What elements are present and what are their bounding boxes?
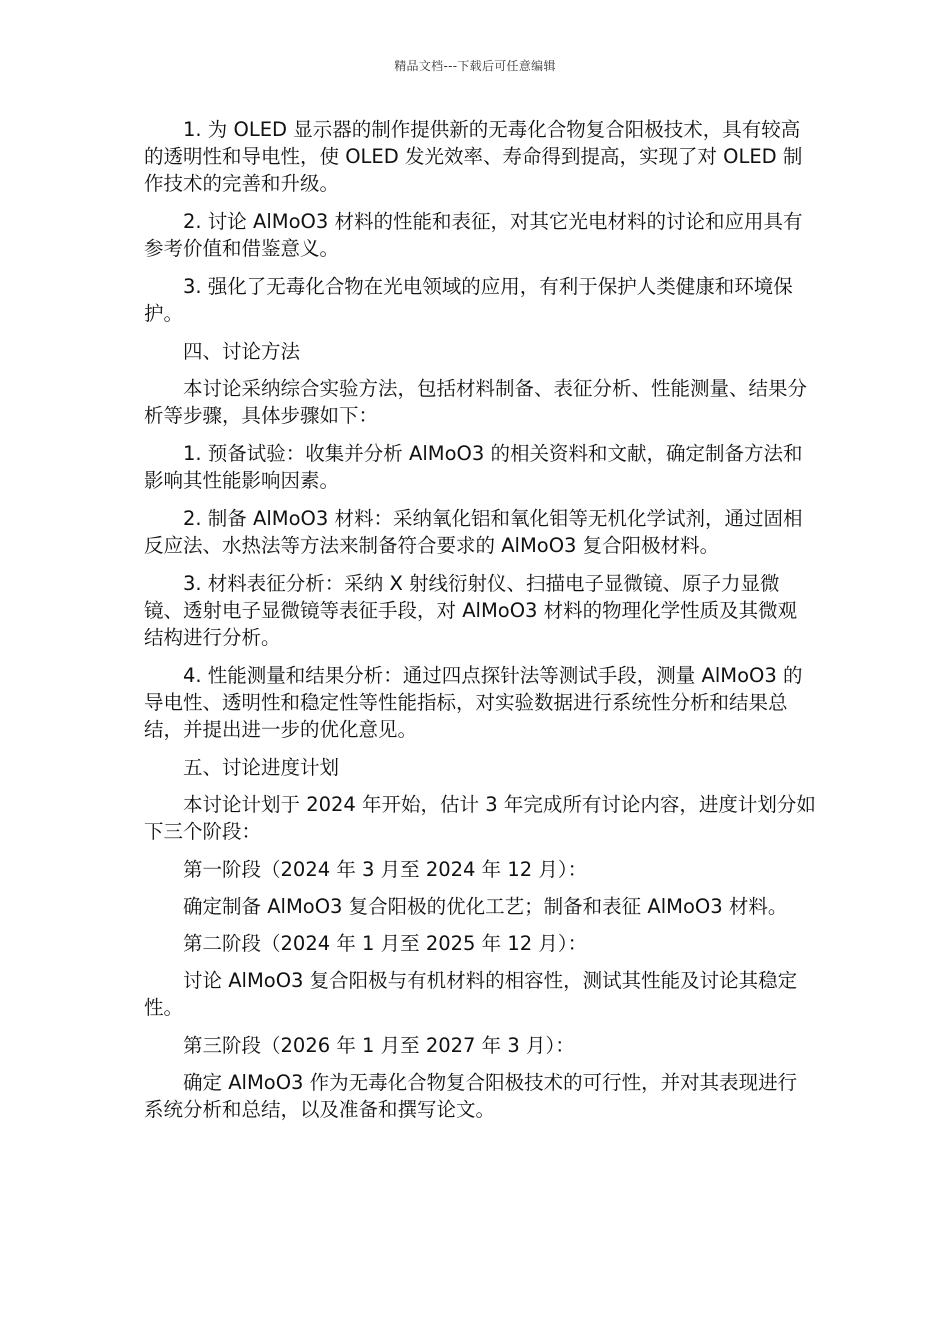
paragraph-significance-3: 3. 强化了无毒化合物在光电领域的应用，有利于保护人类健康和环境保护。: [144, 275, 793, 325]
stage-3-description: 确定 AlMoO3 作为无毒化合物复合阳极技术的可行性，并对其表现进行系统分析和总结，以及准备和撰写论文。: [144, 1071, 798, 1121]
stage-2-heading: 第二阶段（2024 年 1 月至 2025 年 12 月）：: [183, 932, 588, 955]
paragraph-method-step-3: 3. 材料表征分析：采纳 X 射线衍射仪、扫描电子显微镜、原子力显微镜、透射电子显微镜等表征手段，对 AlMoO3 材料的物理化学性质及其微观结构进行分析。: [144, 572, 798, 649]
section-heading-schedule: 五、讨论进度计划: [183, 756, 340, 779]
stage-1-description: 确定制备 AlMoO3 复合阳极的优化工艺；制备和表征 AlMoO3 材料。: [183, 895, 788, 918]
section-heading-methods: 四、讨论方法: [183, 340, 301, 363]
paragraph-significance-2: 2. 讨论 AlMoO3 材料的性能和表征，对其它光电材料的讨论和应用具有参考价值和借鉴意义。: [144, 210, 803, 260]
paragraph-significance-1: 1. 为 OLED 显示器的制作提供新的无毒化合物复合阳极技术，具有较高的透明性和导电性，使 OLED 发光效率、寿命得到提高，实现了对 OLED 制作技术的完善和升级。: [144, 118, 803, 195]
paragraph-methods-intro: 本讨论采纳综合实验方法，包括材料制备、表征分析、性能测量、结果分析等步骤，具体步骤如下：: [144, 377, 808, 427]
stage-3-heading: 第三阶段（2026 年 1 月至 2027 年 3 月）：: [183, 1034, 575, 1057]
paragraph-method-step-1: 1. 预备试验：收集并分析 AlMoO3 的相关资料和文献，确定制备方法和影响其性能影响因素。: [144, 442, 803, 492]
paragraph-method-step-2: 2. 制备 AlMoO3 材料：采纳氧化铝和氧化钼等无机化学试剂，通过固相反应法、水热法等方法来制备符合要求的 AlMoO3 复合阳极材料。: [144, 507, 803, 557]
document-body: [144, 116, 816, 1134]
paragraph-method-step-4: 4. 性能测量和结果分析：通过四点探针法等测试手段，测量 AlMoO3 的导电性、透明性和稳定性等性能指标，对实验数据进行系统性分析和结果总结，并提出进一步的优化意见。: [144, 664, 803, 741]
page-header: 精品文档---下载后可任意编辑: [394, 59, 556, 73]
paragraph-schedule-intro: 本讨论计划于 2024 年开始，估计 3 年完成所有讨论内容，进度计划分如下三个阶段：: [144, 793, 816, 843]
stage-2-description: 讨论 AlMoO3 复合阳极与有机材料的相容性，测试其性能及讨论其稳定性。: [144, 969, 798, 1019]
stage-1-heading: 第一阶段（2024 年 3 月至 2024 年 12 月）：: [183, 858, 588, 881]
